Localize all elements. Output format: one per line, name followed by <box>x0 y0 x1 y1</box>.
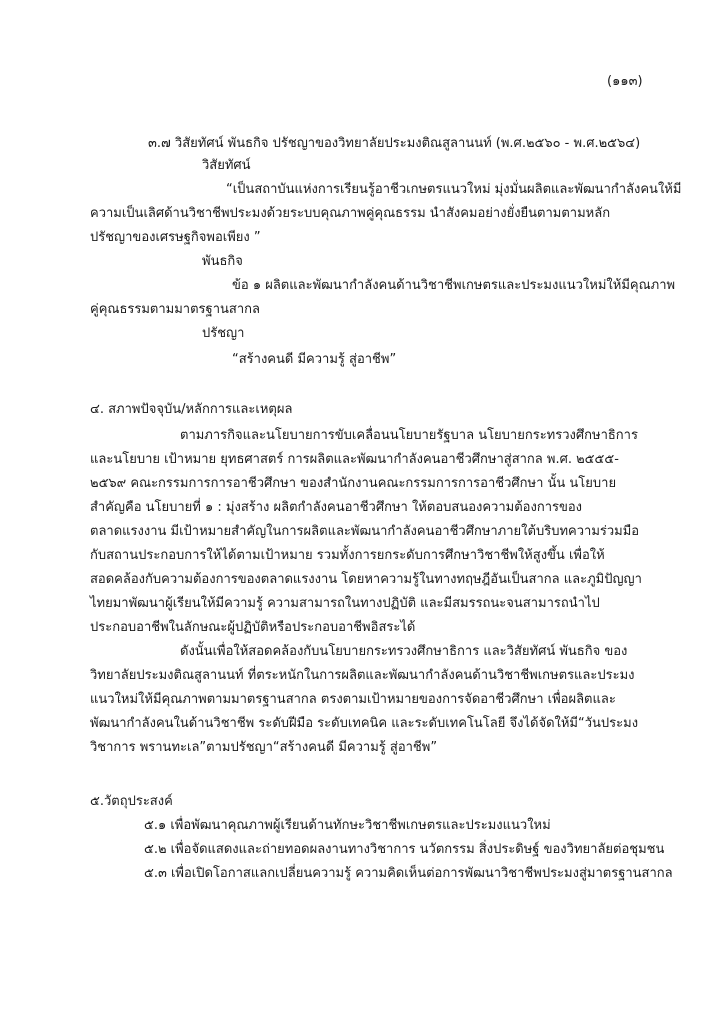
para1-line: ตามภารกิจและนโยบายการขับเคลื่อนนโยบายรัฐบาล นโยบายกระทรวงศึกษาธิการ <box>180 428 638 443</box>
mission-line: ข้อ ๑ ผลิตและพัฒนากำลังคนด้านวิชาชีพเกษตรและประมงแนวใหม่ให้มีคุณภาพ <box>232 278 676 293</box>
page-number: (๑๑๓) <box>607 74 643 89</box>
para1-line: และนโยบาย เป้าหมาย ยุทธศาสตร์ การผลิตและพัฒนากำลังคนอาชีวศึกษาสู่สากล พ.ศ. ๒๕๕๕- <box>90 452 619 467</box>
para1-line: สอดคล้องกับความต้องการของตลาดแรงงาน โดยหาความรู้ในทางทฤษฎีอันเป็นสากล และภูมิปัญญา <box>90 572 642 587</box>
para2-line: วิทยาลัยประมงติณสูลานนท์ ที่ตระหนักในการผลิตและพัฒนากำลังคนด้านวิชาชีพเกษตรและประมง <box>90 668 635 683</box>
para1-line: ประกอบอาชีพในลักษณะผู้ปฏิบัติหรือประกอบอาชีพอิสระได้ <box>90 620 416 635</box>
section-5-heading: ๕.วัตถุประสงค์ <box>90 794 173 809</box>
vision-line: “เป็นสถาบันแห่งการเรียนรู้อาชีวเกษตรแนวใหม่ มุ่งมั่นผลิตและพัฒนากำลังคนให้มี <box>226 182 682 197</box>
vision-line: ปรัชญาของเศรษฐกิจพอเพียง ” <box>90 230 261 245</box>
objective-item: ๕.๑ เพื่อพัฒนาคุณภาพผู้เรียนด้านทักษะวิชาชีพเกษตรและประมงแนวใหม่ <box>144 818 551 833</box>
objective-item: ๕.๓ เพื่อเปิดโอกาสแลกเปลี่ยนความรู้ ความคิดเห็นต่อการพัฒนาวิชาชีพประมงสู่มาตรฐานสากล <box>144 866 673 881</box>
section-4-heading: ๔. สภาพปัจจุบัน/หลักการและเหตุผล <box>90 402 293 417</box>
para1-line: กับสถานประกอบการให้ได้ตามเป้าหมาย รวมทั้งการยกระดับการศึกษาวิชาชีพให้สูงขึ้น เพื่อให้ <box>90 548 605 563</box>
para1-line: สำคัญคือ นโยบายที่ ๑ : มุ่งสร้าง ผลิตกำลังคนอาชีวศึกษา ให้ตอบสนองความต้องการของ <box>90 500 583 515</box>
vision-line: ความเป็นเลิศด้านวิชาชีพประมงด้วยระบบคุณภาพคู่คุณธรรม นำสังคมอย่างยั่งยืนตามตามหลัก <box>90 206 611 221</box>
para1-line: ๒๕๖๙ คณะกรรมการการอาชีวศึกษา ของสำนักงานคณะกรรมการการอาชีวศึกษา นั้น นโยบาย <box>90 476 617 491</box>
para2-line: วิชาการ พรานทะเล”ตามปรัชญา“สร้างคนดี มีความรู้ สู่อาชีพ” <box>90 740 438 755</box>
mission-label: พันธกิจ <box>202 254 243 269</box>
section-3-7-heading: ๓.๗ วิสัยทัศน์ พันธกิจ ปรัชญาของวิทยาลัยประมงติณสูลานนท์ (พ.ศ.๒๕๖๐ - พ.ศ.๒๕๖๔) <box>148 136 641 151</box>
para1-line: ไทยมาพัฒนาผู้เรียนให้มีความรู้ ความสามารถในทางปฏิบัติ และมีสมรรถนะจนสามารถนำไป <box>90 596 600 611</box>
para2-line: พัฒนากำลังคนในด้านวิชาชีพ ระดับฝีมือ ระดับเทคนิค และระดับเทคโนโลยี จึงได้จัดให้มี“วันประมง <box>90 716 639 731</box>
para2-line: ดังนั้นเพื่อให้สอดคล้องกับนโยบายกระทรวงศึกษาธิการ และวิสัยทัศน์ พันธกิจ ของ <box>180 644 628 659</box>
objective-item: ๕.๒ เพื่อจัดแสดงและถ่ายทอดผลงานทางวิชาการ นวัตกรรม สิ่งประดิษฐ์ ของวิทยาลัยต่อชุมชน <box>144 842 665 857</box>
mission-line: คู่คุณธรรมตามมาตรฐานสากล <box>90 302 260 317</box>
para1-line: ตลาดแรงงาน มีเป้าหมายสำคัญในการผลิตและพัฒนากำลังคนอาชีวศึกษาภายใต้บริบทความร่วมมือ <box>90 524 640 539</box>
para2-line: แนวใหม่ให้มีคุณภาพตามมาตรฐานสากล ตรงตามเป้าหมายของการจัดอาชีวศึกษา เพื่อผลิตและ <box>90 692 616 707</box>
philosophy-text: “สร้างคนดี มีความรู้ สู่อาชีพ” <box>232 352 397 367</box>
vision-label: วิสัยทัศน์ <box>202 158 251 173</box>
philosophy-label: ปรัชญา <box>202 326 245 341</box>
